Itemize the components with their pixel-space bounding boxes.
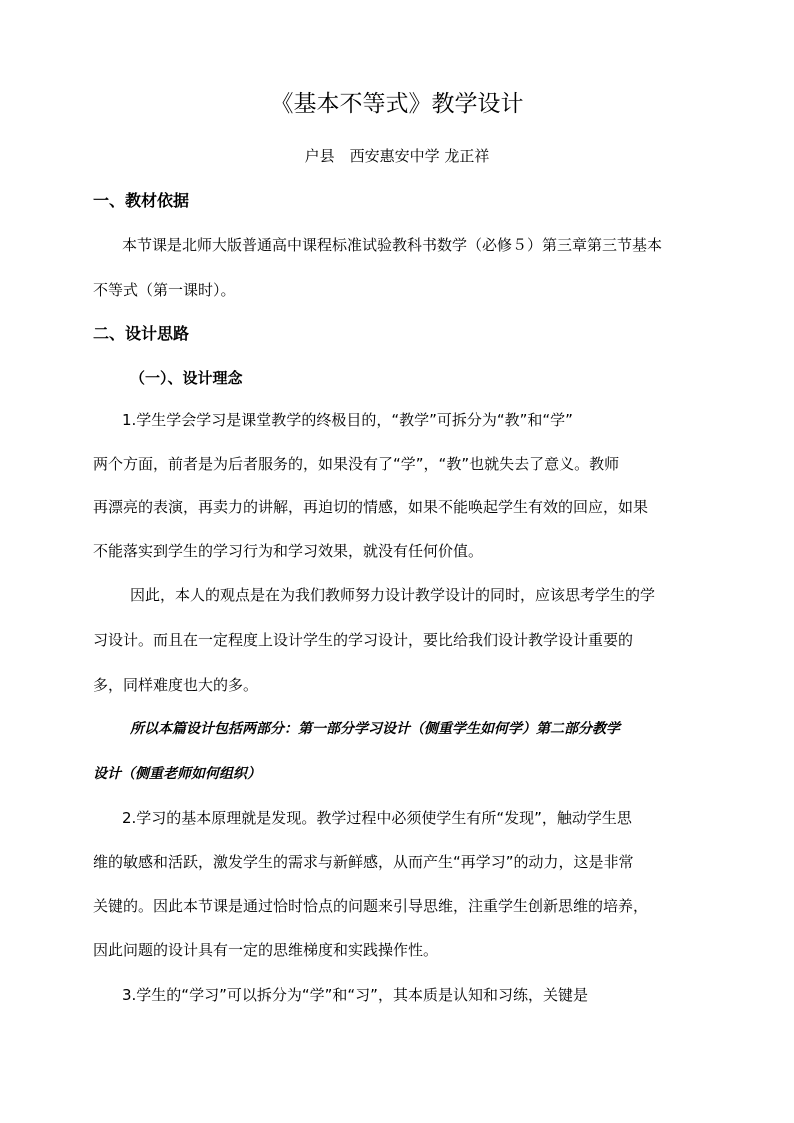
emphasis-line: 设计（侧重老师如何组织） bbox=[93, 766, 261, 782]
paragraph-line: 不等式（第一课时）。 bbox=[93, 281, 236, 299]
paragraph-line: 不能落实到学生的学习行为和学习效果，就没有任何价值。 bbox=[93, 542, 484, 560]
paragraph-line: 多，同样难度也大的多。 bbox=[93, 676, 259, 694]
subsection-heading-concept: （一）、设计理念 bbox=[130, 369, 243, 387]
document-title: 《基本不等式》教学设计 bbox=[270, 91, 524, 117]
emphasis-line: 所以本篇设计包括两部分：第一部分学习设计（侧重学生如何学）第二部分教学 bbox=[130, 721, 620, 737]
paragraph-line: 3.学生的“学习”可以拆分为“学”和“习”，其本质是认知和习练，关键是 bbox=[122, 986, 588, 1004]
paragraph-line: 2.学习的基本原理就是发现。教学过程中必须使学生有所“发现”，触动学生思 bbox=[122, 809, 632, 827]
paragraph-line: 两个方面，前者是为后者服务的，如果没有了“学”，“教”也就失去了意义。教师 bbox=[93, 455, 620, 473]
section-heading-materials: 一、教材依据 bbox=[93, 191, 190, 210]
paragraph-line: 关键的。因此本节课是通过恰时恰点的问题来引导思维，注重学生创新思维的培养， bbox=[93, 897, 649, 915]
paragraph-line: 再漂亮的表演，再卖力的讲解，再迫切的情感，如果不能唤起学生有效的回应，如果 bbox=[93, 498, 649, 516]
section-heading-design: 二、设计思路 bbox=[93, 324, 190, 343]
paragraph-line: 因此问题的设计具有一定的思维梯度和实践操作性。 bbox=[93, 941, 439, 959]
paragraph-line: 维的敏感和活跃，激发学生的需求与新鲜感，从而产生“再学习”的动力，这是非常 bbox=[93, 853, 634, 871]
paragraph-line: 因此，本人的观点是在为我们教师努力设计教学设计的同时，应该思考学生的学 bbox=[130, 586, 656, 604]
paragraph-line: 1.学生学会学习是课堂教学的终极目的，“教学”可拆分为“教”和“学” bbox=[122, 411, 573, 429]
paragraph-line: 本节课是北师大版普通高中课程标准试验教科书数学（必修５）第三章第三节基本 bbox=[122, 236, 663, 254]
document-author: 户县 西安惠安中学 龙正祥 bbox=[304, 147, 490, 165]
paragraph-line: 习设计。而且在一定程度上设计学生的学习设计，要比给我们设计教学设计重要的 bbox=[93, 631, 634, 649]
